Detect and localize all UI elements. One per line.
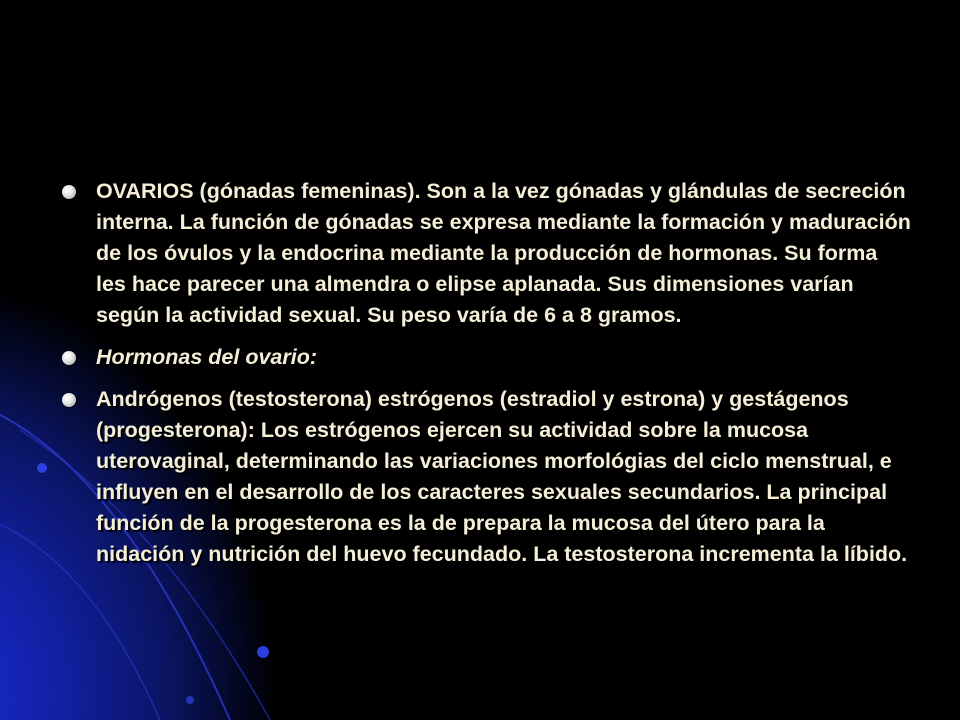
bullet-text: Andrógenos (testosterona) estrógenos (estradiol y estrona) y gestágenos (progesterona): Los estrógenos ejercen su actividad sobre la mucosa uterovaginal, determinando las variaciones morfológias del ciclo menstrual, e influyen en el desarrollo de los caracteres sexuales secundarios. La principal función de la progesterona es la de prepara la mucosa del útero para la nidación y nutrición del huevo fecundado. La testosterona incrementa la líbido.: [96, 387, 908, 566]
bullet-lead: OVARIOS: [96, 179, 194, 203]
bullet-item-hormonas: [62, 342, 912, 373]
bullet-item-androgenos: [62, 384, 912, 570]
slide-content: [62, 176, 912, 581]
bullet-icon: [62, 393, 76, 407]
deco-dot: [257, 646, 269, 658]
bullet-heading: Hormonas del ovario:: [96, 345, 318, 369]
bullet-text: (gónadas femeninas). Son a la vez gónadas y glándulas de secreción interna. La función de gónadas se expresa mediante la formación y maduración de los óvulos y la endocrina mediante la producción de hormonas. Su forma les hace parecer una almendra o elipse aplanada. Sus dimensiones varían según la actividad sexual. Su peso varía de 6 a 8 gramos.: [96, 179, 911, 327]
bullet-icon: [62, 185, 76, 199]
deco-dot: [186, 696, 194, 704]
bullet-icon: [62, 351, 76, 365]
deco-dot: [37, 463, 47, 473]
bullet-item-ovarios: [62, 176, 912, 331]
